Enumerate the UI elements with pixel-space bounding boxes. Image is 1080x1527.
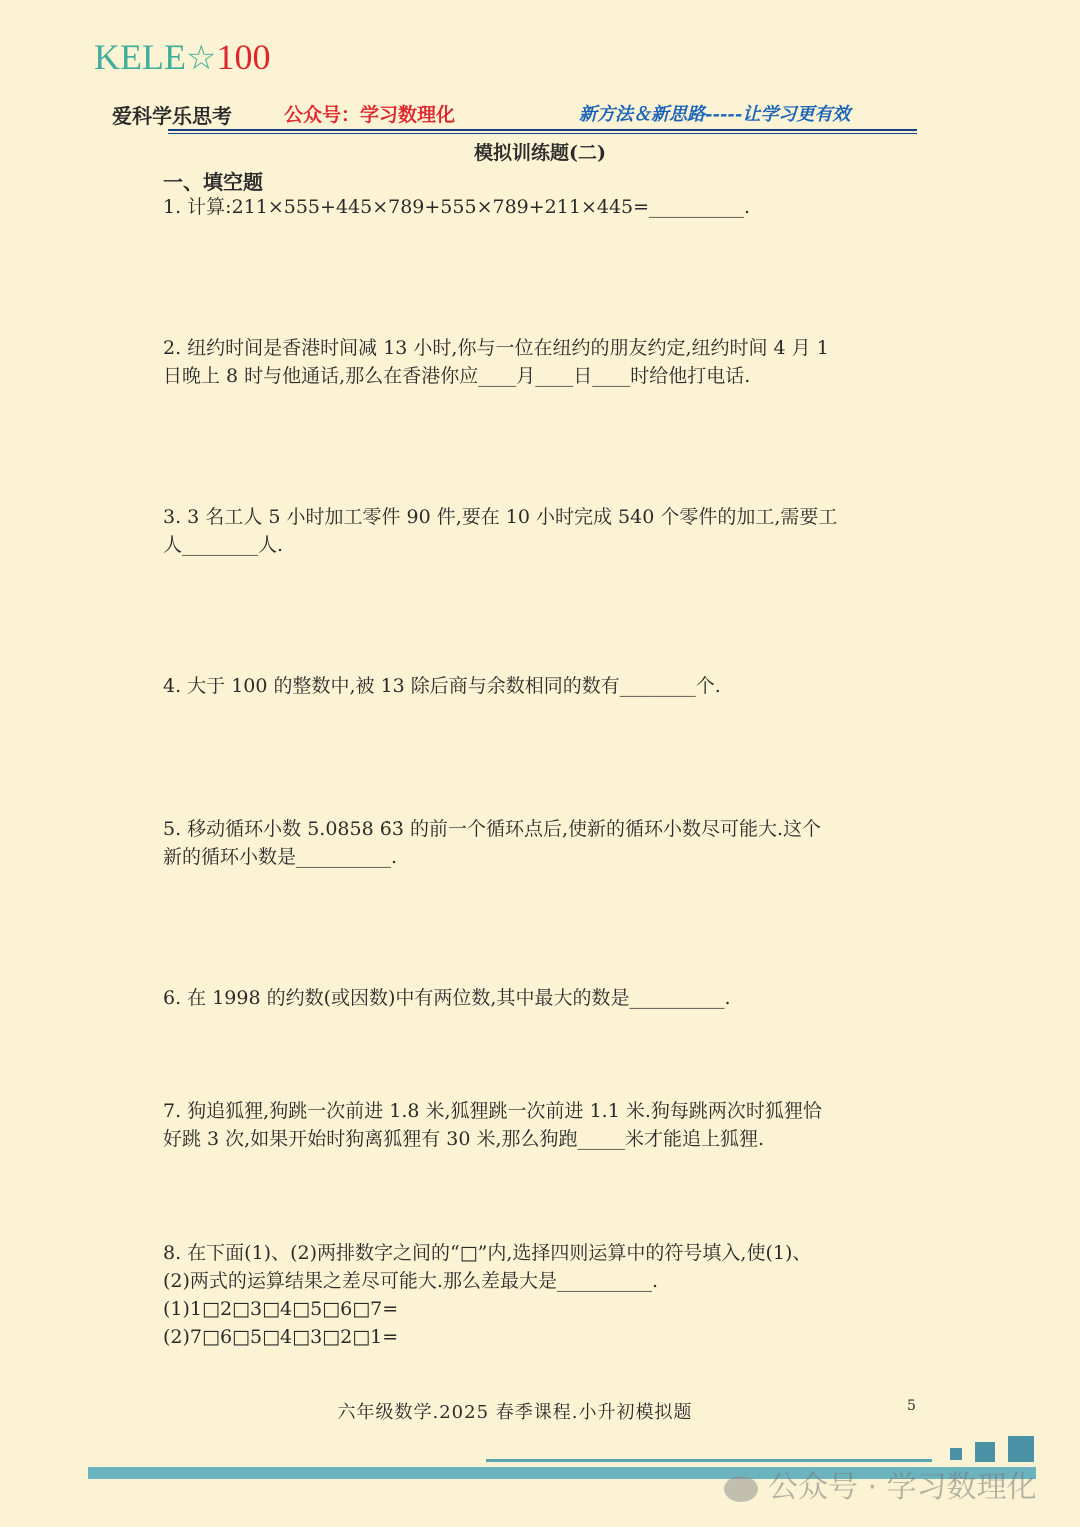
footer-square-medium — [975, 1442, 995, 1462]
question-line: 人________人. — [163, 534, 284, 556]
question-line: 2. 纽约时间是香港时间减 13 小时,你与一位在纽约的朋友约定,纽约时间 4 月 1 — [163, 337, 829, 359]
star-icon: ☆ — [185, 40, 217, 77]
page-title: 模拟训练题(二) — [474, 142, 606, 164]
question-line: 3. 3 名工人 5 小时加工零件 90 件,要在 10 小时完成 540 个零件的加工,需要工 — [163, 506, 838, 528]
question-3 — [163, 503, 923, 559]
header-account: 公众号：学习数理化 — [284, 104, 456, 126]
question-line: 1. 计算:211×555+445×789+555×789+211×445=__________. — [163, 196, 751, 218]
question-line: 7. 狗追狐狸,狗跳一次前进 1.8 米,狐狸跳一次前进 1.1 米.狗每跳两次时狐狸恰 — [163, 1100, 822, 1122]
logo-kele: KELE — [94, 37, 186, 77]
page-number: 5 — [907, 1398, 916, 1414]
question-line: 6. 在 1998 的约数(或因数)中有两位数,其中最大的数是__________. — [163, 987, 731, 1009]
header-rule-thin — [168, 133, 917, 134]
watermark — [724, 1462, 1037, 1506]
header-rule — [168, 129, 917, 131]
question-1 — [163, 193, 923, 221]
logo-100: 100 — [216, 37, 271, 77]
header-slogan: 爱科学乐思考 — [112, 104, 232, 128]
question-5 — [163, 815, 923, 871]
question-6 — [163, 984, 923, 1012]
question-line: 新的循环小数是__________. — [163, 846, 398, 868]
question-4 — [163, 672, 923, 700]
kele100-logo — [94, 36, 270, 78]
footer-square-large — [1008, 1436, 1034, 1462]
header-motto: 新方法＆新思路-----让学习更有效 — [579, 104, 851, 125]
question-2 — [163, 334, 923, 390]
question-line: 日晚上 8 时与他通话,那么在香港你应____月____日____时给他打电话. — [163, 365, 751, 387]
footer-course: 六年级数学.2025 春季课程.小升初模拟题 — [337, 1402, 693, 1423]
footer-square-small — [950, 1448, 962, 1460]
watermark-text: 公众号 · 学习数理化 — [768, 1470, 1037, 1505]
question-8 — [163, 1239, 923, 1351]
question-line: (1)1□2□3□4□5□6□7= — [163, 1298, 399, 1320]
question-line: 好跳 3 次,如果开始时狗离狐狸有 30 米,那么狗跑_____米才能追上狐狸. — [163, 1128, 765, 1150]
question-line: 5. 移动循环小数 5.0858 6̇3̇ 的前一个循环点后,使新的循环小数尽可能大.这个 — [163, 818, 822, 840]
question-line: (2)7□6□5□4□3□2□1= — [163, 1326, 399, 1348]
wechat-icon — [724, 1476, 758, 1502]
question-line: 8. 在下面(1)、(2)两排数字之间的“□”内,选择四则运算中的符号填入,使(1)、 — [163, 1242, 812, 1264]
question-line: 4. 大于 100 的整数中,被 13 除后商与余数相同的数有________个. — [163, 675, 721, 697]
question-line: (2)两式的运算结果之差尽可能大.那么差最大是__________. — [163, 1270, 658, 1292]
section-heading: 一、填空题 — [163, 170, 263, 194]
question-7 — [163, 1097, 923, 1153]
